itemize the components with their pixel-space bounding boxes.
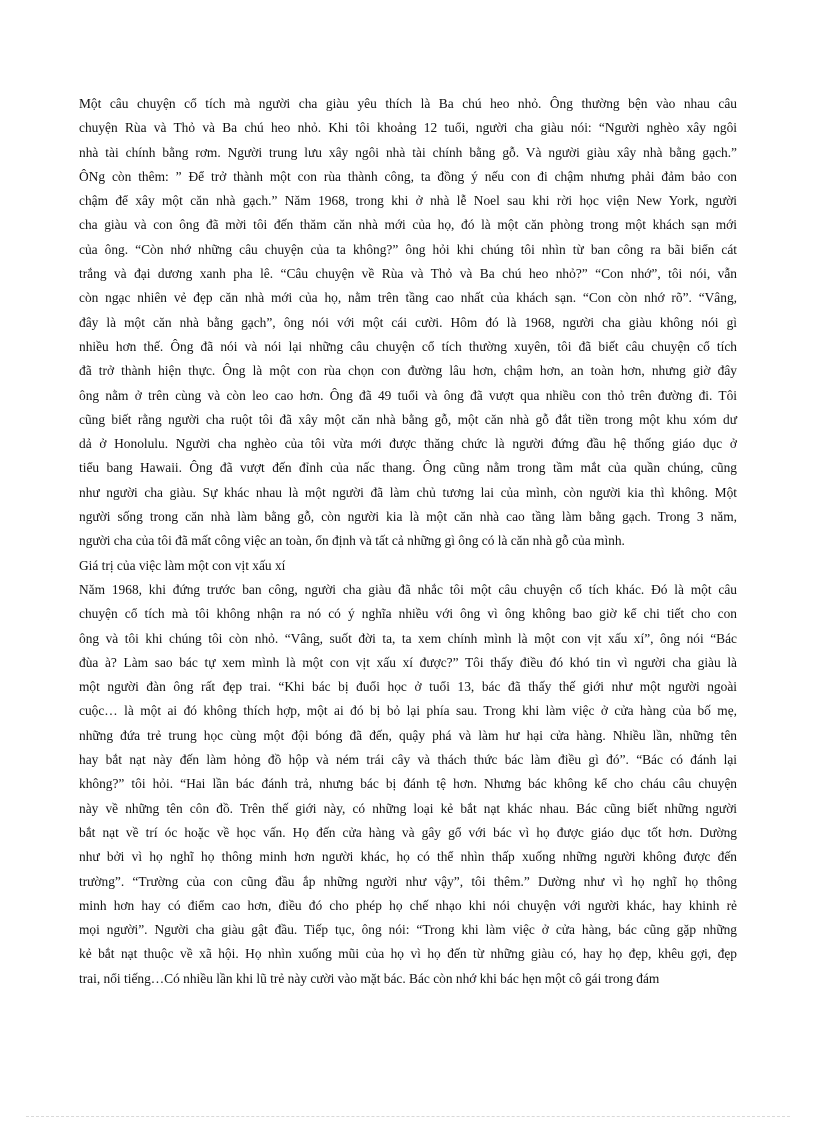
paragraph-1-line: cha giàu và con ông đã mời tôi đến thăm căn nhà mới của họ, đó là một căn phòng trong một khách sạn mới <box>79 217 737 233</box>
paragraph-1-line: ÔNg còn thêm: ” Để trở thành một con rùa thành công, ta đồng ý nếu con đi chậm nhưng phải đảm bảo con <box>79 168 737 184</box>
paragraph-2-line: chuyện cổ tích mà tôi không nhận ra nó có ý nghĩa nhiều với ông vì ông không bao giờ kể chi tiết cho con <box>79 606 737 622</box>
paragraph-1-line: người sống trong căn nhà làm bằng gỗ, còn người kia là một căn nhà cao tầng làm bằng gạch. Trong 3 năm, <box>79 509 737 525</box>
paragraph-2-line: những đứa trẻ trung học cùng một đội bóng đã đến, quậy phá và làm hư hại cửa hàng. Nhiều lần, những tên <box>79 727 737 743</box>
paragraph-2-line: bắt nạt về trí óc hoặc về học vấn. Họ đến cửa hàng và gây gổ với bác vì họ được giáo dục tốt hơn. Dường <box>79 824 737 840</box>
paragraph-2-line: ông và tôi khi chúng tôi còn nhỏ. “Vâng, suốt đời ta, ta xem chính mình là một con vịt xấu xí”, ông nói “Bác <box>79 630 737 646</box>
paragraph-1-line: người cha của tôi đã mất công việc an toàn, ổn định và tất cả những gì ông có là căn nhà gỗ của mình. <box>79 533 625 549</box>
paragraph-2-line: kẻ bắt nạt thuộc về xã hội. Họ nhìn xuống mũi của họ vì họ đến từ những giàu có, hay họ đẹp, khêu gợi, đẹp <box>79 946 737 962</box>
paragraph-2-line: như bởi vì họ nghĩ họ thông minh hơn người khác, họ có thể nhìn thấp xuống những người không được đến <box>79 849 737 865</box>
paragraph-2-line: trường”. “Trường của con cũng đầu ắp những người như vậy”, tôi thêm.” Dường như vì họ nghĩ họ thông <box>79 873 737 889</box>
paragraph-1-line: ông nằm ở trên cùng và còn leo cao hơn. Ông đã 49 tuổi và ông đã vượt qua nhiều con thỏ trên đường đi. Tôi <box>79 387 737 403</box>
paragraph-1-line: cũng biết rằng người cha ruột tôi đã xây một căn nhà bằng gỗ, một căn nhà gỗ đắt tiền trong một khu xóm dư <box>79 411 737 427</box>
paragraph-1-line: tiểu bang Hawaii. Ông đã vượt đến đỉnh của nấc thang. Ông cũng nằm trong tầm mắt của quần chúng, cũng <box>79 460 737 476</box>
paragraph-2-line: trai, nổi tiếng…Có nhiều lần khi lũ trẻ này cười vào mặt bác. Bác còn nhớ khi bác hẹn một cô gái trong đám <box>79 970 660 986</box>
section-heading: Giá trị của việc làm một con vịt xấu xí <box>79 557 286 573</box>
paragraph-1-line: nhà tài chính bằng rơm. Người trung lưu xây ngôi nhà tài chính bằng gỗ. Và người giàu xây nhà bằng gạch.” <box>79 144 737 160</box>
paragraph-2-line: minh hơn hay có điểm cao hơn, điều đó cho phép họ chế nhạo khi nói chuyện với người khác, hay khinh rẻ <box>79 897 737 913</box>
paragraph-1-line: như người cha giàu. Sự khác nhau là một người đã làm chủ tương lai của mình, còn người kia thì không. Một <box>79 484 737 500</box>
paragraph-2-line: một người đàn ông rất đẹp trai. “Khi bác bị đuổi học ở tuổi 13, bác đã thấy thế giới như một người ngoài <box>79 679 737 695</box>
paragraph-2-line: này về những tên côn đồ. Trên thế giới này, có những loại kẻ bắt nạt khác nhau. Bác cũng biết những người <box>79 800 737 816</box>
paragraph-1-line: đã trở thành hiện thực. Ông là một con rùa chọn con đường lâu hơn, chậm hơn, an toàn hơn, nhưng giờ đây <box>79 363 737 379</box>
paragraph-2-line: hay bắt nạt này đến làm hỏng đồ hộp và ném trái cây và thách thức bác làm điều gì đó”. “Bác có đánh lại <box>79 752 737 768</box>
paragraph-1-line: chuyện Rùa và Thỏ và Ba chú heo nhỏ. Khi tôi khoảng 12 tuổi, người cha giàu nói: “Người nghèo xây ngôi <box>79 120 737 136</box>
paragraph-1-line: Một câu chuyện cổ tích mà người cha giàu yêu thích là Ba chú heo nhỏ. Ông thường bện vào nhau câu <box>79 96 737 111</box>
paragraph-1-line: trắng và đại dương xanh pha lê. “Câu chuyện về Rùa và Thỏ và Ba chú heo nhỏ?” “Con nhớ”, tôi nói, vẫn <box>79 266 737 282</box>
paragraph-1-line: đây là một căn nhà bằng gạch”, ông nói với một cái cười. Hôm đó là 1968, người cha giàu không nói gì <box>79 314 737 330</box>
paragraph-2-line: cuộc… là một ai đó không thích hợp, một ai đó bị bỏ lại phía sau. Trong khi làm việc ở cửa hàng của bố mẹ, <box>79 703 737 719</box>
paragraph-1-line: chậm để xây một căn nhà gạch.” Năm 1968, trong khi ở nhà lễ Noel sau khi rời học viện New York, người <box>79 193 737 209</box>
paragraph-2-line: mọi người”. Người cha giàu gật đầu. Tiếp tục, ông nói: “Trong khi làm việc ở cửa hàng, bác cũng gặp những <box>79 922 737 938</box>
paragraph-2-line: Năm 1968, khi đứng trước ban công, người cha giàu đã nhắc tôi một câu chuyện cổ tích khác. Đó là một câu <box>79 581 737 597</box>
paragraph-2-line: đùa à? Làm sao bác tự xem mình là một con vịt xấu xí được?” Tôi thấy điều đó khó tin vì người cha giàu là <box>79 654 737 670</box>
paragraph-1-line: còn ngạc nhiên vẻ đẹp căn nhà mới của họ, nằm trên tầng cao nhất của khách sạn. “Con còn nhớ rõ”. “Vâng, <box>79 290 737 306</box>
paragraph-2-line: không?” tôi hỏi. “Hai lần bác đánh trả, nhưng bác bị đánh tệ hơn. Nhưng bác không kể cho cháu câu chuyện <box>79 776 737 792</box>
paragraph-1-line: nhiều hơn thế. Ông đã nói và nói lại những câu chuyện cổ tích thường xuyên, tôi đã biết câu chuyện cổ tích <box>79 338 737 354</box>
paragraph-1-line: dả ở Honolulu. Người cha nghèo của tôi vừa mới được thăng chức là người đứng đầu hệ thống giáo dục ở <box>79 436 737 452</box>
page-bottom-divider <box>26 1116 790 1117</box>
document-body <box>79 92 737 991</box>
paragraph-1-line: của ông. “Còn nhớ những câu chuyện của ta không?” ông hỏi khi chúng tôi nhìn từ ban công ra bãi biển cát <box>79 241 737 257</box>
